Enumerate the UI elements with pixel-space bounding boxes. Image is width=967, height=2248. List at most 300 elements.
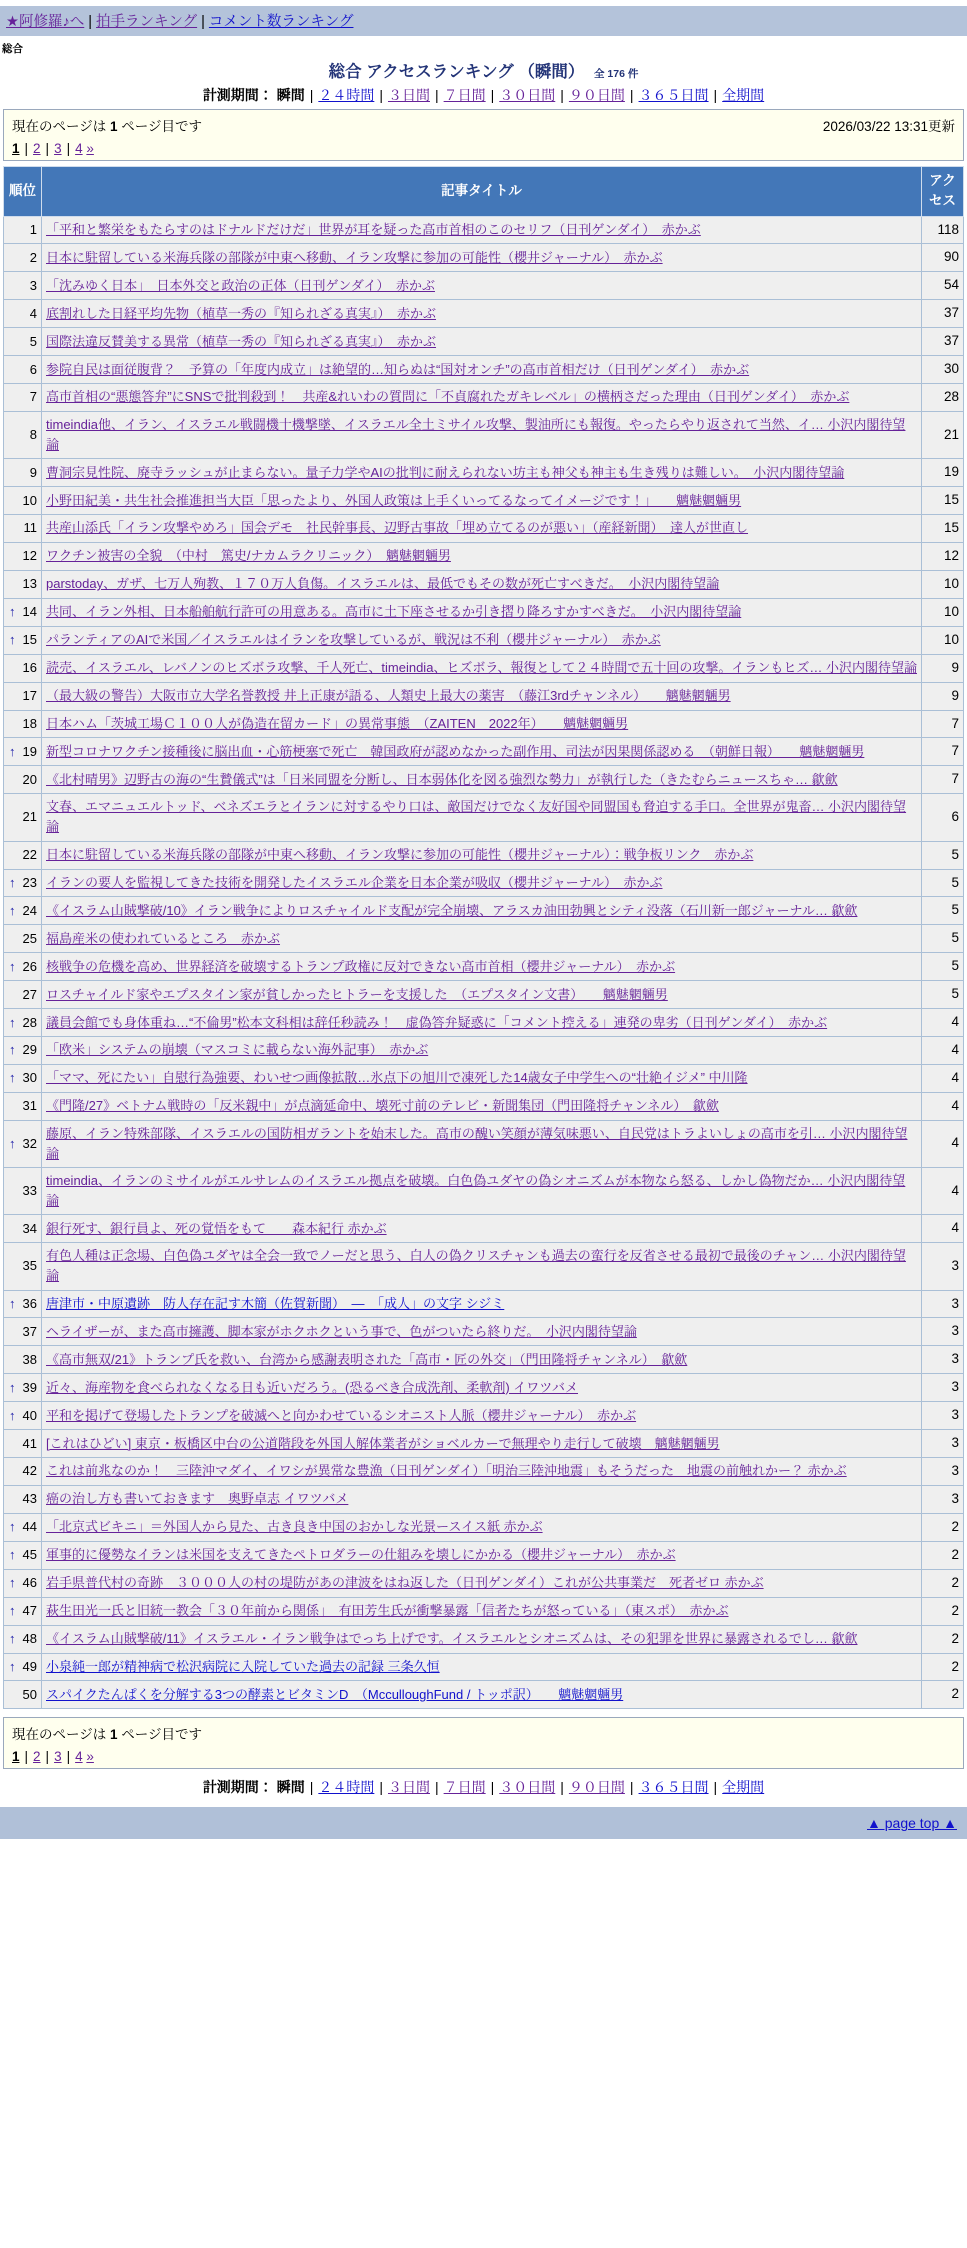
- rank-cell: [4, 1513, 42, 1541]
- column-header-title: 記事タイトル: [42, 167, 922, 217]
- period-option-link[interactable]: ３６５日間: [638, 87, 709, 103]
- rank-cell: [4, 981, 42, 1009]
- current-page-number: 1: [109, 1727, 118, 1743]
- access-count: 5: [922, 953, 964, 981]
- rank-number: 4: [29, 305, 37, 321]
- rank-number: 7: [29, 389, 37, 405]
- rank-cell: [4, 654, 42, 682]
- rank-number: 5: [29, 333, 37, 349]
- period-option-link[interactable]: 全期間: [722, 1779, 765, 1796]
- article-link[interactable]: 読売、イスラエル、レバノンのヒズボラ攻撃、千人死亡、timeindia、ヒズボラ、報復として２４時間で五十回の攻撃。イランもヒズ… 小沢内閣待望論: [46, 660, 917, 676]
- rank-cell: [4, 1402, 42, 1430]
- article-link[interactable]: ヘライザーが、また高市擁護、脚本家がホクホクという事で、色がついたら終りだ。 小沢内閣待望論: [46, 1323, 637, 1339]
- period-label: 計測期間：: [202, 87, 273, 103]
- table-row: [4, 459, 964, 487]
- access-count: 4: [922, 1009, 964, 1037]
- access-count: 15: [922, 515, 964, 543]
- title-cell: [42, 487, 922, 515]
- rank-cell: [4, 738, 42, 766]
- access-count: 5: [922, 841, 964, 869]
- separator: |: [24, 141, 29, 156]
- article-link[interactable]: スパイクたんぱくを分解する3つの酵素とビタミンD （McculloughFund / トッポ訳） 魑魅魍魎男: [46, 1686, 624, 1702]
- current-page-number: 1: [109, 119, 118, 134]
- rank-up-arrow-icon: ↑: [9, 958, 16, 974]
- access-count: 54: [922, 272, 964, 300]
- title-cell: [42, 411, 922, 458]
- article-link[interactable]: 共産山添氏「イラン攻撃やめろ」国会デモ 社民幹事長、辺野古事故「埋め立てるのが悪い」（産経新聞） 達人が世直し: [46, 520, 749, 536]
- pagination-link[interactable]: 3: [54, 1749, 62, 1765]
- access-count: 2: [922, 1625, 964, 1653]
- period-option-link[interactable]: ３日間: [387, 87, 430, 103]
- separator: |: [45, 1749, 50, 1765]
- pagination-current: 1: [12, 1749, 20, 1765]
- article-link[interactable]: 新型コロナワクチン接種後に脳出血・心筋梗塞で死亡 韓国政府が認めなかった副作用、司法が因果関係認める （朝鮮日報） 魑魅魍魎男: [46, 743, 865, 759]
- article-link[interactable]: 小野田紀美・共生社会推進担当大臣「思ったより、外国人政策は上手くいってるなってイメージです！」 魑魅魍魎男: [46, 492, 742, 508]
- rank-number: 47: [22, 1603, 37, 1619]
- rank-cell: [4, 384, 42, 412]
- article-link[interactable]: 「平和と繁栄をもたらすのはドナルドだけだ」世界が耳を疑った高市首相のこのセリフ（日刊ゲンダイ） 赤かぶ: [46, 221, 701, 237]
- rank-up-arrow-icon: ↑: [9, 1379, 16, 1395]
- rank-cell: [4, 1569, 42, 1597]
- column-header-rank: 順位: [4, 167, 42, 217]
- article-link[interactable]: 《イスラム山賊撃破/11》イスラエル・イラン戦争はでっち上げです。イスラエルとシオニズムは、その犯罪を世界に暴露されるでし… 歙歛: [46, 1631, 858, 1647]
- article-link[interactable]: 文春、エマニュエルトッド、ベネズエラとイランに対するやり口は、敵国だけでなく友好国や同盟国も脅迫する手口。全世界が鬼畜… 小沢内閣待望論: [46, 799, 907, 835]
- article-link[interactable]: 国際法違反賛美する異常（植草一秀の『知られざる真実』） 赤かぶ: [46, 333, 437, 349]
- article-link[interactable]: パランティアのAIで米国／イスラエルはイランを攻撃しているが、戦況は不利（櫻井ジャーナル） 赤かぶ: [46, 632, 661, 648]
- title-cell: [42, 738, 922, 766]
- article-link[interactable]: 核戦争の危機を高め、世界経済を破壊するトランプ政権に反対できない高市首相（櫻井ジャーナル） 赤かぶ: [46, 958, 676, 974]
- rank-number: 24: [22, 902, 37, 918]
- rank-cell: [4, 1290, 42, 1318]
- separator: |: [66, 141, 71, 156]
- access-count: 2: [922, 1653, 964, 1681]
- access-count: 5: [922, 869, 964, 897]
- title-cell: [42, 384, 922, 412]
- article-link[interactable]: 「ママ、死にたい」自慰行為強要、わいせつ画像拡散…氷点下の旭川で凍死した14歳女子中学生への“壮絶イジメ” 中川隆: [46, 1070, 748, 1086]
- rank-cell: [4, 626, 42, 654]
- article-link[interactable]: 萩生田光一氏と旧統一教会「３０年前から関係」 有田芳生氏が衝撃暴露「信者たちが怒っている」（東スポ） 赤かぶ: [46, 1603, 729, 1619]
- separator: |: [560, 1779, 564, 1796]
- separator: |: [490, 1779, 495, 1796]
- rank-up-arrow-icon: ↑: [9, 1014, 16, 1030]
- access-count: 2: [922, 1513, 964, 1541]
- article-link[interactable]: 「沈みゆく日本」 日本外交と政治の正体（日刊ゲンダイ） 赤かぶ: [46, 277, 435, 293]
- table-row: [4, 1541, 964, 1569]
- table-row: [4, 1215, 964, 1243]
- rank-number: 42: [22, 1463, 37, 1479]
- table-row: [4, 1653, 964, 1681]
- table-row: [4, 1092, 964, 1120]
- period-option-link[interactable]: ２４時間: [318, 1779, 375, 1796]
- access-count: 12: [922, 543, 964, 571]
- period-option-link[interactable]: ３０日間: [499, 87, 556, 103]
- page-top-link[interactable]: ▲ page top ▲: [867, 1815, 957, 1832]
- title-cell: [42, 1541, 922, 1569]
- article-link[interactable]: ロスチャイルド家やエプスタイン家が貧しかったヒトラーを支援した （エプスタイン文書） 魑魅魍魎男: [46, 986, 668, 1002]
- rank-cell: [4, 1318, 42, 1346]
- top-links-container: [6, 14, 353, 30]
- period-option-link[interactable]: ９０日間: [568, 87, 625, 103]
- article-link[interactable]: （最大級の警告）大阪市立大学名誉教授 井上正康が語る、人類史上最大の薬害 （藤江3rdチャンネル） 魑魅魍魎男: [46, 688, 731, 703]
- article-link[interactable]: 日本に駐留している米海兵隊の部隊が中東へ移動、イラン攻撃に参加の可能性（櫻井ジャーナル） 赤かぶ: [46, 249, 663, 265]
- current-page-prefix: 現在のページは: [12, 119, 110, 134]
- article-link[interactable]: 銀行死す、銀行員よ、死の覚悟をもて 森本紀行 赤かぶ: [46, 1220, 387, 1236]
- title-cell: [42, 981, 922, 1009]
- title-cell: [42, 1243, 922, 1290]
- rank-cell: [4, 543, 42, 571]
- rank-number: 33: [22, 1183, 37, 1199]
- title-cell: [42, 1168, 922, 1215]
- rank-cell: [4, 515, 42, 543]
- rank-number: 50: [22, 1686, 37, 1702]
- article-link[interactable]: 高市首相の“悪態答弁”にSNSで批判殺到！ 共産&れいわの質問に「不貞腐れたガキレベル」の横柄さだった理由（日刊ゲンダイ） 赤かぶ: [46, 389, 850, 405]
- access-count: 3: [922, 1346, 964, 1374]
- table-row: [4, 1290, 964, 1318]
- rank-cell: [4, 1625, 42, 1653]
- article-link[interactable]: timeindia、イランのミサイルがエルサレムのイスラエル拠点を破壊。白色偽ユダヤの偽シオニズムが本物なら怒る、しかし偽物だか… 小沢内閣待望論: [46, 1173, 906, 1209]
- rank-cell: [4, 411, 42, 458]
- rank-number: 19: [22, 743, 37, 759]
- pagination-current: 1: [12, 141, 20, 156]
- table-row: [4, 1120, 964, 1167]
- access-count: 21: [922, 411, 964, 458]
- separator: |: [24, 1749, 29, 1765]
- pagination-link[interactable]: 3: [54, 141, 62, 156]
- rank-cell: [4, 1653, 42, 1681]
- period-nav-top: [0, 85, 967, 105]
- table-row: [4, 738, 964, 766]
- access-count: 9: [922, 654, 964, 682]
- title-cell: [42, 1092, 922, 1120]
- table-row: [4, 654, 964, 682]
- total-count: 全 176 件: [593, 68, 639, 80]
- rank-number: 29: [22, 1042, 37, 1058]
- title-cell: [42, 598, 922, 626]
- rank-up-arrow-icon: ↑: [9, 1658, 16, 1674]
- rank-number: 2: [29, 249, 37, 265]
- rank-cell: [4, 869, 42, 897]
- pagination-link[interactable]: 2: [33, 141, 41, 156]
- rank-number: 45: [22, 1547, 37, 1563]
- access-count: 6: [922, 794, 964, 841]
- rank-number: 32: [22, 1135, 37, 1151]
- access-count: 3: [922, 1318, 964, 1346]
- article-link[interactable]: [これはひどい] 東京・板橋区中台の公道階段を外国人解体業者がショベルカーで無理やり走行して破壊 魑魅魍魎男: [46, 1435, 720, 1451]
- table-row: [4, 1318, 964, 1346]
- period-option-link[interactable]: 全期間: [722, 87, 765, 103]
- ranking-table: [3, 166, 964, 1709]
- rank-cell: [4, 1120, 42, 1167]
- period-option-link[interactable]: ７日間: [443, 1779, 486, 1796]
- access-count: 4: [922, 1215, 964, 1243]
- page-heading: [0, 58, 967, 82]
- access-count: 37: [922, 328, 964, 356]
- pagination-next[interactable]: »: [86, 1749, 94, 1765]
- article-link[interactable]: 《門隆/27》ベトナム戦時の「反米親中」が点滴延命中、壊死寸前のテレビ・新聞集団（門田隆将チャンネル） 歙歛: [46, 1098, 719, 1114]
- rank-up-arrow-icon: ↑: [9, 743, 16, 759]
- article-link[interactable]: 有色人種は正念場、白色偽ユダヤは全会一致でノーだと思う、白人の偽クリスチャンも過去の蛮行を反省させる最初で最後のチャン… 小沢内閣待望論: [46, 1248, 906, 1284]
- pagination-link[interactable]: 2: [33, 1749, 41, 1765]
- rank-cell: [4, 487, 42, 515]
- rank-up-arrow-icon: ↑: [9, 1547, 16, 1563]
- title-cell: [42, 841, 922, 869]
- rank-number: 20: [22, 771, 37, 787]
- access-count: 3: [922, 1458, 964, 1486]
- table-row: [4, 1009, 964, 1037]
- rank-cell: [4, 598, 42, 626]
- article-link[interactable]: 参院自民は面従腹背？ 予算の「年度内成立」は絶望的…知らぬは“国対オンチ”の高市首相だけ（日刊ゲンダイ） 赤かぶ: [46, 361, 750, 377]
- article-link[interactable]: 「北京式ビキニ」＝外国人から見た、古き良き中国のおかしな光景ースイス紙 赤かぶ: [46, 1519, 543, 1535]
- access-count: 30: [922, 356, 964, 384]
- article-link[interactable]: 岩手県普代村の奇跡 ３０００人の村の堤防があの津波をはね返した（日刊ゲンダイ）これが公共事業だ 死者ゼロ 赤かぶ: [46, 1575, 764, 1591]
- pagination-bottom: [12, 1749, 955, 1764]
- title-cell: [42, 897, 922, 925]
- table-row: [4, 710, 964, 738]
- article-link[interactable]: 「欧米」システムの崩壊（マスコミに載らない海外記事） 赤かぶ: [46, 1042, 429, 1058]
- article-link[interactable]: 曹洞宗見性院、廃寺ラッシュが止まらない。量子力学やAIの批判に耐えられない坊主も神父も神主も生き残りは難しい。 小沢内閣待望論: [46, 464, 845, 480]
- access-count: 4: [922, 1120, 964, 1167]
- article-link[interactable]: 福島産米の使われているところ 赤かぶ: [46, 930, 281, 946]
- period-label: 計測期間：: [202, 1779, 273, 1796]
- access-count: 3: [922, 1290, 964, 1318]
- access-count: 15: [922, 487, 964, 515]
- top-nav-link[interactable]: ★阿修羅♪へ: [6, 14, 85, 30]
- article-link[interactable]: ワクチン被害の全貌 （中村 篤史/ナカムラクリニック） 魑魅魍魎男: [46, 548, 451, 564]
- access-count: 5: [922, 897, 964, 925]
- access-count: 5: [922, 981, 964, 1009]
- rank-number: 9: [29, 464, 37, 480]
- article-link[interactable]: parstoday、ガザ、七万人殉教、１７０万人負傷。イスラエルは、最低でもその数が死亡すべきだ。 小沢内閣待望論: [46, 576, 720, 592]
- rank-number: 8: [29, 427, 37, 443]
- rank-number: 1: [29, 221, 37, 237]
- table-row: [4, 1513, 964, 1541]
- access-count: 2: [922, 1541, 964, 1569]
- table-row: [4, 1243, 964, 1290]
- access-count: 7: [922, 710, 964, 738]
- access-count: 2: [922, 1597, 964, 1625]
- rank-number: 38: [22, 1351, 37, 1367]
- article-link[interactable]: 共同、イラン外相、日本船舶航行許可の用意ある。高市に土下座させるか引き摺り降ろすかすべきだ。 小沢内閣待望論: [46, 604, 742, 620]
- access-count: 90: [922, 244, 964, 272]
- article-link[interactable]: 小泉純一郎が精神病で松沢病院に入院していた過去の記録 三条久恒: [46, 1658, 440, 1674]
- page-top-bar: [0, 1807, 967, 1839]
- separator: |: [629, 87, 634, 103]
- separator: |: [45, 141, 50, 156]
- separator: |: [490, 87, 495, 103]
- access-count: 37: [922, 300, 964, 328]
- separator: |: [434, 1779, 439, 1796]
- separator: |: [201, 14, 205, 30]
- top-link-bar: [0, 6, 967, 36]
- title-cell: [42, 300, 922, 328]
- access-count: 5: [922, 925, 964, 953]
- period-option-link[interactable]: ３０日間: [499, 1779, 556, 1796]
- table-row: [4, 300, 964, 328]
- table-row: [4, 384, 964, 412]
- rank-number: 15: [22, 632, 37, 648]
- article-link[interactable]: 軍事的に優勢なイランは米国を支えてきたペトロダラーの仕組みを壊しにかかる（櫻井ジャーナル） 赤かぶ: [46, 1547, 676, 1563]
- table-row: [4, 515, 964, 543]
- rank-cell: [4, 1374, 42, 1402]
- article-link[interactable]: 底割れした日経平均先物（植草一秀の『知られざる真実』） 赤かぶ: [46, 305, 437, 321]
- current-page-text: [12, 115, 202, 135]
- period-option-link[interactable]: ２４時間: [318, 87, 375, 103]
- table-row: [4, 626, 964, 654]
- article-link[interactable]: 《北村晴男》辺野古の海の“生贄儀式”は「日米同盟を分断し、日本弱体化を図る強烈な勢力」が執行した（きたむらニュースちゃ… 歙歛: [46, 771, 838, 787]
- rank-number: 23: [22, 874, 37, 890]
- rank-number: 43: [22, 1491, 37, 1507]
- rank-up-arrow-icon: ↑: [9, 1631, 16, 1647]
- table-row: [4, 981, 964, 1009]
- article-link[interactable]: 癌の治し方も書いておきます 奥野卓志 イワツバメ: [46, 1491, 349, 1507]
- top-nav-link[interactable]: コメント数ランキング: [208, 14, 354, 30]
- title-cell: [42, 1215, 922, 1243]
- period-current: 瞬間: [276, 87, 305, 103]
- table-row: [4, 1346, 964, 1374]
- current-page-prefix: 現在のページは: [12, 1727, 110, 1743]
- access-count: 3: [922, 1243, 964, 1290]
- page-info-box-bottom: [3, 1717, 964, 1769]
- table-row: [4, 1168, 964, 1215]
- access-count: 28: [922, 384, 964, 412]
- top-nav-link[interactable]: 拍手ランキング: [96, 14, 198, 30]
- access-count: 4: [922, 1092, 964, 1120]
- rank-cell: [4, 459, 42, 487]
- title-cell: [42, 272, 922, 300]
- article-link[interactable]: 平和を掲げて登場したトランプを破滅へと向かわせているシオニスト人脈（櫻井ジャーナル） 赤かぶ: [46, 1407, 637, 1423]
- rank-cell: [4, 682, 42, 710]
- separator: |: [379, 87, 383, 103]
- article-link[interactable]: 藤原、イラン特殊部隊、イスラエルの国防相ガラントを始末した。高市の醜い笑顔が薄気味悪い、自民党はトラよいしょの高市を引… 小沢内閣待望論: [46, 1125, 908, 1161]
- table-row: [4, 1625, 964, 1653]
- article-link[interactable]: 《高市無双/21》トランプ氏を救い、台湾から感謝表明された「高市・匠の外交」（門田隆将チャンネル） 歙歛: [46, 1351, 688, 1367]
- rank-number: 26: [22, 958, 37, 974]
- article-link[interactable]: 日本に駐留している米海兵隊の部隊が中東へ移動、イラン攻撃に参加の可能性（櫻井ジャーナル）：戦争板リンク 赤かぶ: [46, 846, 754, 862]
- title-cell: [42, 794, 922, 841]
- rank-cell: [4, 766, 42, 794]
- table-row: [4, 1458, 964, 1486]
- title-cell: [42, 1430, 922, 1458]
- period-option-link[interactable]: ９０日間: [568, 1779, 625, 1796]
- title-cell: [42, 328, 922, 356]
- rank-number: 40: [22, 1407, 37, 1423]
- separator: |: [434, 87, 439, 103]
- updated-timestamp: 2026/03/22 13:31更新: [822, 119, 955, 134]
- period-options: [305, 87, 764, 103]
- access-count: 118: [922, 216, 964, 244]
- rank-number: 31: [22, 1098, 37, 1114]
- rank-cell: [4, 794, 42, 841]
- rank-cell: [4, 300, 42, 328]
- article-link[interactable]: 《イスラム山賊撃破/10》イラン戦争によりロスチャイルド支配が完全崩壊、アラスカ油田勃興とシティ没落（石川新一郎ジャーナル… 歙歛: [46, 902, 858, 918]
- rank-number: 13: [22, 576, 37, 592]
- table-row: [4, 925, 964, 953]
- pagination-top: [12, 141, 955, 156]
- table-row: [4, 598, 964, 626]
- table-row: [4, 1569, 964, 1597]
- access-count: 3: [922, 1374, 964, 1402]
- title-cell: [42, 1458, 922, 1486]
- title-cell: [42, 515, 922, 543]
- access-count: 2: [922, 1569, 964, 1597]
- rank-cell: [4, 570, 42, 598]
- article-link[interactable]: timeindia他、イラン、イスラエル戦闘機十機撃墜、イスラエル全土ミサイル攻撃、製油所にも報復。やったらやり返されて当然、イ… 小沢内閣待望論: [46, 416, 906, 453]
- period-option-link[interactable]: ３６５日間: [638, 1779, 709, 1796]
- rank-number: 25: [22, 930, 37, 946]
- title-cell: [42, 1486, 922, 1514]
- title-cell: [42, 654, 922, 682]
- rank-cell: [4, 1009, 42, 1037]
- access-count: 4: [922, 1037, 964, 1065]
- title-cell: [42, 1318, 922, 1346]
- period-options: [305, 1779, 764, 1795]
- pagination-link[interactable]: 4: [75, 141, 83, 156]
- page-info-box-top: [3, 109, 964, 161]
- pagination-next[interactable]: »: [86, 141, 94, 156]
- article-link[interactable]: イランの要人を監視してきた技術を開発したイスラエル企業を日本企業が吸収（櫻井ジャーナル） 赤かぶ: [46, 874, 663, 890]
- period-current: 瞬間: [276, 1779, 305, 1796]
- rank-cell: [4, 244, 42, 272]
- title-cell: [42, 626, 922, 654]
- rank-number: 48: [22, 1631, 37, 1647]
- rank-number: 22: [22, 846, 37, 862]
- table-row: [4, 356, 964, 384]
- rank-number: 28: [22, 1014, 37, 1030]
- title-cell: [42, 1625, 922, 1653]
- rank-cell: [4, 1168, 42, 1215]
- rank-up-arrow-icon: ↑: [9, 1070, 16, 1086]
- article-link[interactable]: これは前兆なのか！ 三陸沖マダイ、イワシが異常な豊漁（日刊ゲンダイ）「明治三陸沖地震」もそうだった 地震の前触れかー？ 赤かぶ: [46, 1463, 847, 1479]
- table-row: [4, 411, 964, 458]
- pagination-link[interactable]: 4: [75, 1749, 83, 1765]
- rank-number: 34: [22, 1220, 37, 1236]
- access-count: 3: [922, 1402, 964, 1430]
- rank-cell: [4, 1346, 42, 1374]
- article-link[interactable]: 近々、海産物を食べられなくなる日も近いだろう。(恐るべき合成洗剤、柔軟剤) イワツバメ: [46, 1379, 579, 1395]
- period-option-link[interactable]: ７日間: [443, 87, 486, 103]
- access-count: 2: [922, 1681, 964, 1709]
- access-count: 10: [922, 598, 964, 626]
- access-count: 3: [922, 1486, 964, 1514]
- article-link[interactable]: 日本ハム「茨城工場Ｃ１００人が偽造在留カード」の異常事態 （ZAITEN 2022年） 魑魅魍魎男: [46, 715, 629, 731]
- rank-up-arrow-icon: ↑: [9, 1407, 16, 1423]
- rank-up-arrow-icon: ↑: [9, 604, 16, 620]
- rank-up-arrow-icon: ↑: [9, 902, 16, 918]
- title-cell: [42, 1037, 922, 1065]
- table-row: [4, 682, 964, 710]
- article-link[interactable]: 議員会館でも身体重ね…“不倫男”松本文科相は辞任秒読み！ 虚偽答弁疑惑に「コメント控える」連発の卑劣（日刊ゲンダイ） 赤かぶ: [46, 1014, 828, 1030]
- rank-number: 41: [22, 1435, 37, 1451]
- access-count: 4: [922, 1064, 964, 1092]
- title-cell: [42, 682, 922, 710]
- table-row: [4, 1064, 964, 1092]
- rank-cell: [4, 356, 42, 384]
- period-option-link[interactable]: ３日間: [387, 1779, 430, 1796]
- title-cell: [42, 244, 922, 272]
- table-row: [4, 543, 964, 571]
- rank-number: 44: [22, 1519, 37, 1535]
- table-row: [4, 1037, 964, 1065]
- title-cell: [42, 459, 922, 487]
- title-cell: [42, 1569, 922, 1597]
- title-cell: [42, 1597, 922, 1625]
- rank-up-arrow-icon: ↑: [9, 632, 16, 648]
- rank-cell: [4, 328, 42, 356]
- article-link[interactable]: 唐津市・中原遺跡 防人存在記す木簡（佐賀新聞） ― 「成人」の文字 シジミ: [46, 1295, 505, 1311]
- table-row: [4, 570, 964, 598]
- table-row: [4, 1430, 964, 1458]
- rank-cell: [4, 841, 42, 869]
